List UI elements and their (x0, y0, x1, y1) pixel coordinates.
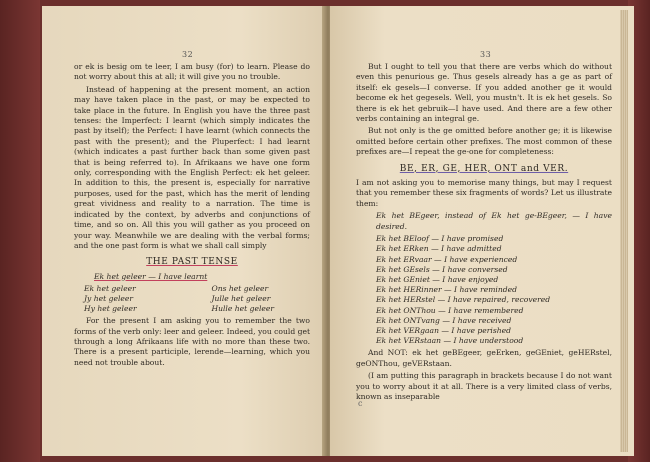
right-page-text (356, 62, 612, 404)
conjugation-item: Jy het geleer (84, 294, 133, 304)
right-page (330, 6, 634, 456)
verb-item: Ek het HERinner — I have reminded (376, 285, 517, 295)
signature-mark: c (358, 399, 363, 408)
page-number-right: 33 (480, 50, 492, 59)
left-page (42, 6, 326, 456)
paragraph: But I ought to tell you that there are verbs which do without even this penurious ge. Thus gesels already has a ge as part of itself: ek gesels—I converse. If you added another ge it would become ek het gegesels. Well, you mustn't. It is ek het gesels. So there is ek het gebruik—I have used. And there are a few other verbs containing an integral ge. (356, 62, 612, 124)
example-line: Ek het BEgeer, instead of Ek het ge-BEgeer, — I have desired. (376, 211, 612, 231)
prefix-heading: BE, ER, GE, HER, ONT and VER. (399, 163, 569, 174)
conjugation-column-plural (211, 284, 274, 314)
verb-item: Ek het GEniet — I have enjoyed (376, 274, 499, 284)
verb-item: Ek het ONTvang — I have received (376, 315, 512, 325)
verb-item: Ek het GEsels — I have conversed (376, 264, 508, 274)
conjugation-item: Hulle het geleer (211, 304, 274, 314)
conjugation-item: Julle het geleer (211, 294, 271, 304)
page-number-left: 32 (182, 50, 194, 59)
example-line: Ek het geleer — I have learnt (94, 271, 208, 281)
conjugation-item: Hy het geleer (84, 304, 137, 314)
verb-item: Ek het HERstel — I have repaired, recovered (376, 295, 551, 305)
paragraph: For the present I am asking you to remember the two forms of the verb only: leer and geleer. Indeed, you could get through a long Afrikaans life with no more than these two. There is a present participle, lerende—learning, which you need not trouble about. (74, 316, 310, 367)
conjugation-column-singular (84, 284, 137, 314)
conjugation-item: Ek het geleer (84, 284, 136, 294)
verb-item: Ek het ONThou — I have remembered (376, 305, 524, 315)
paragraph: (I am putting this paragraph in brackets because I do not want you to worry about it at all. There is a very limited class of verbs, known as inseparable (356, 371, 612, 401)
paragraph: I am not asking you to memorise many things, but may I request that you remember these six fragments of words? Let us illustrate them: (356, 178, 612, 208)
verb-item: Ek het ERvaar — I have experienced (376, 254, 518, 264)
page-edges (620, 10, 628, 452)
verb-item: Ek het ERken — I have admitted (376, 244, 502, 254)
paragraph: And NOT: ek het geBEgeer, geErken, geGEniet, geHERstel, geONThou, geVERstaan. (356, 348, 612, 368)
verb-item: Ek het BEloof — I have promised (376, 234, 504, 244)
conjugation-item: Ons het geleer (211, 284, 269, 294)
conjugation-table (84, 284, 274, 314)
verb-list (376, 234, 612, 346)
paragraph: Instead of happening at the present moment, an action may have taken place in the past, or may be expected to take place in the future. In English you have the three past tenses: the Imperfect: I learnt (which simply indicates the past by itself); the Perfect: I have learnt (which connects the past with the present); and the Pluperfect: I had learnt (which indicates a past further back than some given past that is being referred to). In Afrikaans we have one form only, corresponding with the English Perfect: ek het geleer. In addition to this, the present is, especially for narrative purposes, used for the past, which has the merit of lending great vividness and reality to a narration. The time is indicated by the context, by adverbs and conjunctions of time, and so on. All this you will gather as you proceed on your way. Meanwhile we are dealing with the verbal forms; and the one past form is what we shall call simply (74, 84, 310, 250)
section-heading: THE PAST TENSE (146, 257, 238, 268)
paragraph: or ek is besig om te leer, I am busy (for) to learn. Please do not worry about this at all; it will give you no trouble. (74, 62, 310, 82)
verb-item: Ek het VERstaan — I have understood (376, 336, 524, 346)
paragraph: But not only is the ge omitted before another ge; it is likewise omitted before certain other prefixes. The most common of these prefixes are—I repeat the ge-one for completeness: (356, 126, 612, 157)
book-cover-left (0, 0, 40, 462)
verb-item: Ek het VERgaan — I have perished (376, 325, 511, 335)
left-page-text (74, 62, 310, 370)
